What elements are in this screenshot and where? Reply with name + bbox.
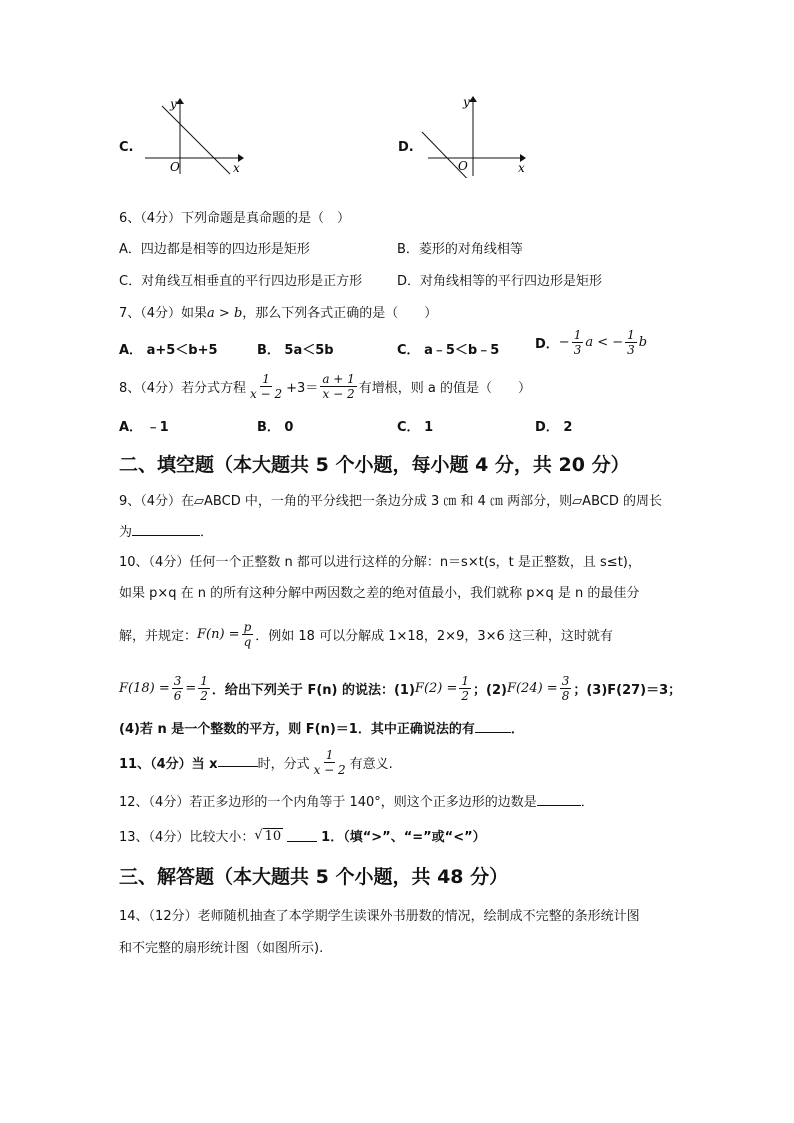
q8-stem-b: 有增根，则 a 的值是（ ） (358, 381, 532, 396)
q12 (119, 791, 594, 810)
q11-a: 11、（4分）当 x (119, 757, 218, 772)
q6-option-a: A．四边都是相等的四边形是矩形 (119, 242, 310, 257)
q7-option-d (535, 328, 647, 357)
q10-line-3b: ．例如 18 可以分解成 1×18，2×9，3×6 这三种，这时就有 (255, 629, 613, 644)
y-axis-label: y (170, 97, 177, 111)
q12-answer-blank[interactable] (537, 805, 581, 806)
q7-d-end: b (638, 335, 648, 350)
q7-stem-b: ，那么下列各式正确的是（ ） (242, 306, 438, 321)
q9-line-2b: ． (200, 525, 214, 540)
q9-line-2 (119, 521, 213, 540)
q7-option-c: C． a﹣5＜b﹣5 (397, 343, 500, 358)
origin-label: O (170, 160, 180, 174)
option-d-label: D. (398, 140, 414, 155)
q10-f2: F(2) = (414, 681, 458, 696)
q10-line-4a: ．给出下列关于 F(n) 的说法：(1) (211, 683, 415, 698)
q10-f24: F(24) = (506, 681, 558, 696)
q7-option-d-label: D． (535, 337, 559, 352)
q10-pq-fraction: $\frac{p}{q}$ (243, 620, 252, 649)
q7-option-a: A． a+5＜b+5 (119, 343, 218, 358)
q10-f18: F(18) = (119, 681, 170, 696)
q8-plus3: +3＝ (286, 381, 319, 396)
q10-line-3 (119, 620, 613, 649)
section-3-heading: 三、解答题（本大题共 5 个小题，共 48 分） (119, 866, 509, 888)
q8-stem-a: 8、（4分）若分式方程 (119, 381, 247, 396)
q10-line-5 (119, 718, 524, 737)
q10-frac-3-6: $\frac{3}{6}$ (173, 674, 182, 703)
q7-condition: a > b (207, 306, 243, 321)
q9-line-1: 9、（4分）在▱ABCD 中，一角的平分线把一条边分成 3 ㎝ 和 4 ㎝ 两部分，则▱ABCD 的周长 (119, 494, 662, 509)
q10-line-4b: ；(2) (473, 683, 507, 698)
q13-a: 13、（4分）比较大小： (119, 830, 255, 845)
y-axis-label: y (463, 95, 470, 109)
q10-frac-1-2: $\frac{1}{2}$ (200, 674, 208, 703)
q6-option-b: B．菱形的对角线相等 (397, 242, 523, 257)
q10-line-2: 如果 p×q 在 n 的所有这种分解中两因数之差的绝对值最小，我们就称 p×q 是 n 的最佳分 (119, 586, 640, 601)
q13 (119, 826, 486, 845)
q8-stem (119, 372, 531, 401)
q8-fraction-2: $\frac{a + 1}{x - 2}$ (322, 372, 355, 401)
q7-stem (119, 302, 437, 321)
q10-line-3a: 解，并规定： (119, 629, 198, 644)
q10-frac-3-8: $\frac{3}{8}$ (561, 674, 570, 703)
q12-a: 12、（4分）若正多边形的一个内角等于 140°，则这个正多边形的边数是 (119, 795, 537, 810)
x-axis-label: x (518, 161, 525, 175)
q10-line-1: 10、（4分）任何一个正整数 n 都可以进行这样的分解：n＝s×t(s，t 是正整数，且 s≤t)， (119, 555, 641, 570)
q7-d-fraction-1: $\frac{1}{3}$ (573, 328, 582, 357)
q7-stem-a: 7、（4分）如果 (119, 306, 208, 321)
q13-answer-blank[interactable] (287, 841, 317, 842)
q11-c: 有意义. (349, 757, 393, 772)
origin-label: O (458, 159, 468, 173)
q11-answer-blank[interactable] (218, 766, 258, 767)
q8-option-d: D． 2 (535, 420, 573, 435)
q8-option-a: A． ﹣1 (119, 420, 169, 435)
q8-option-b: B． 0 (257, 420, 294, 435)
q7-d-mid: a < − (585, 335, 624, 350)
sqrt-icon: √ 10 (254, 828, 282, 844)
section-2-heading: 二、填空题（本大题共 5 个小题，每小题 4 分，共 20 分） (119, 454, 630, 476)
option-c-label: C. (119, 140, 134, 155)
q10-line-5a: (4)若 n 是一个整数的平方，则 F(n)＝1．其中正确说法的有 (119, 722, 475, 737)
q6-option-d: D．对角线相等的平行四边形是矩形 (397, 274, 603, 289)
q11 (119, 748, 393, 777)
q10-eq: = (185, 681, 197, 696)
q11-fraction: $\frac{1}{x - 2}$ (313, 748, 346, 777)
q10-line-4 (119, 674, 681, 703)
q7-option-b: B． 5a＜5b (257, 343, 334, 358)
q10-frac-1-2b: $\frac{1}{2}$ (461, 674, 470, 703)
q14-line-1: 14、（12分）老师随机抽查了本学期学生读课外书册数的情况，绘制成不完整的条形统计图 (119, 909, 640, 924)
x-axis-label: x (233, 161, 240, 175)
graph-d (418, 94, 528, 178)
q8-option-c: C． 1 (397, 420, 434, 435)
q13-radicand: 10 (264, 828, 282, 844)
q6-stem: 6、（4分）下列命题是真命题的是（ ） (119, 211, 351, 226)
q10-line-5b: ． (510, 722, 524, 737)
graph-c (140, 96, 245, 176)
q8-fraction-1: $\frac{1}{x - 2}$ (250, 372, 283, 401)
q14-line-2: 和不完整的扇形统计图（如图所示). (119, 941, 324, 956)
q13-b: 1．（填“>”、“=”或“<”） (321, 830, 486, 845)
q12-b: ． (580, 795, 594, 810)
q7-d-minus: − (558, 335, 570, 350)
q7-d-fraction-2: $\frac{1}{3}$ (627, 328, 635, 357)
q10-fn: F(n) = (197, 627, 240, 642)
q9-answer-blank[interactable] (132, 535, 200, 536)
q6-option-c: C．对角线互相垂直的平行四边形是正方形 (119, 274, 363, 289)
q10-line-4c: ；(3)F(27)＝3； (573, 683, 682, 698)
q9-line-2a: 为 (119, 525, 133, 540)
q11-b: 时，分式 (257, 757, 310, 772)
q10-answer-blank[interactable] (475, 732, 511, 733)
